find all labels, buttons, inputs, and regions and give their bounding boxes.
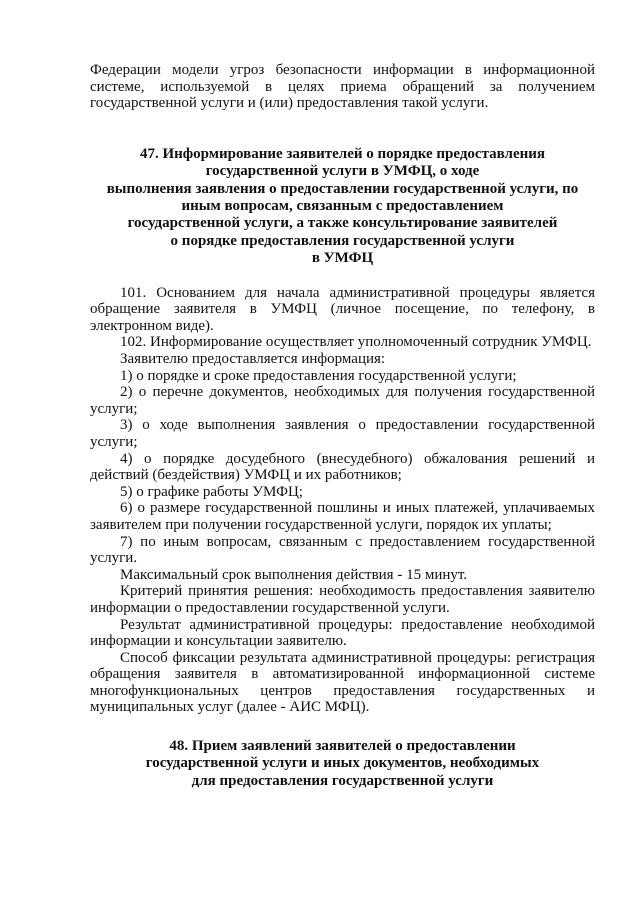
paragraph-102: 102. Информирование осуществляет уполномоченный сотрудник УМФЦ. [120, 334, 592, 351]
document-page [90, 62, 595, 790]
list-item-3: 3) о ходе выполнения заявления о предоставлении государственной услуги; [90, 417, 595, 450]
list-item-5: 5) о графике работы УМФЦ; [120, 483, 303, 500]
heading-line: для предоставления государственной услуги [191, 772, 494, 789]
section-47-body [90, 285, 595, 716]
heading-line: в УМФЦ [311, 250, 374, 267]
section-48-heading [90, 738, 595, 790]
list-item-6: 6) о размере государственной пошлины и иных платежей, уплачиваемых заявителем при получении государственной услуги, порядок их уплаты; [90, 500, 595, 533]
max-duration: Максимальный срок выполнения действия - 15 минут. [120, 566, 468, 583]
intro-paragraph: Федерации модели угроз безопасности информации в информационной системе, используемой в целях приема обращений за получением государственной услуги и (или) предоставления такой услуги. [90, 62, 595, 112]
decision-criterion: Критерий принятия решения: необходимость предоставления заявителю информации о предоставлении государственной услуги. [90, 583, 595, 616]
heading-line: 48. Прием заявлений заявителей о предоставлении [169, 738, 516, 755]
result-recording: Способ фиксации результата административной процедуры: регистрация обращения заявителя в автоматизированной информационной системе многофункциональных центров предоставления государственных и муниципальных услуг (далее - АИС МФЦ). [90, 649, 595, 716]
paragraph-101: 101. Основанием для начала административной процедуры является обращение заявителя в УМФЦ (личное посещение, по телефону, в электронном виде). [90, 284, 595, 334]
heading-line: государственной услуги в УМФЦ, о ходе [205, 163, 480, 180]
info-intro: Заявителю предоставляется информация: [120, 351, 386, 367]
heading-line: выполнения заявления о предоставлении государственной услуги, по [106, 180, 579, 197]
heading-line: о порядке предоставления государственной услуги [170, 232, 515, 249]
heading-line: 47. Информирование заявителей о порядке предоставления [139, 145, 546, 162]
list-item-7: 7) по иным вопросам, связанным с предоставлением государственной услуги. [90, 533, 595, 567]
list-item-4: 4) о порядке досудебного (внесудебного) обжалования решений и действий (бездействия) УМФЦ и их работников; [90, 450, 595, 484]
procedure-result: Результат административной процедуры: предоставление необходимой информации и консультации заявителю. [90, 616, 595, 650]
section-47-heading [90, 146, 595, 268]
heading-line: иным вопросам, связанным с предоставлением [181, 198, 504, 214]
list-item-1: 1) о порядке и сроке предоставления государственной услуги; [120, 367, 517, 384]
heading-line: государственной услуги и иных документов, необходимых [145, 755, 540, 772]
list-item-2: 2) о перечне документов, необходимых для получения государственной услуги; [90, 384, 595, 417]
heading-line: государственной услуги, а также консультирование заявителей [127, 215, 558, 232]
